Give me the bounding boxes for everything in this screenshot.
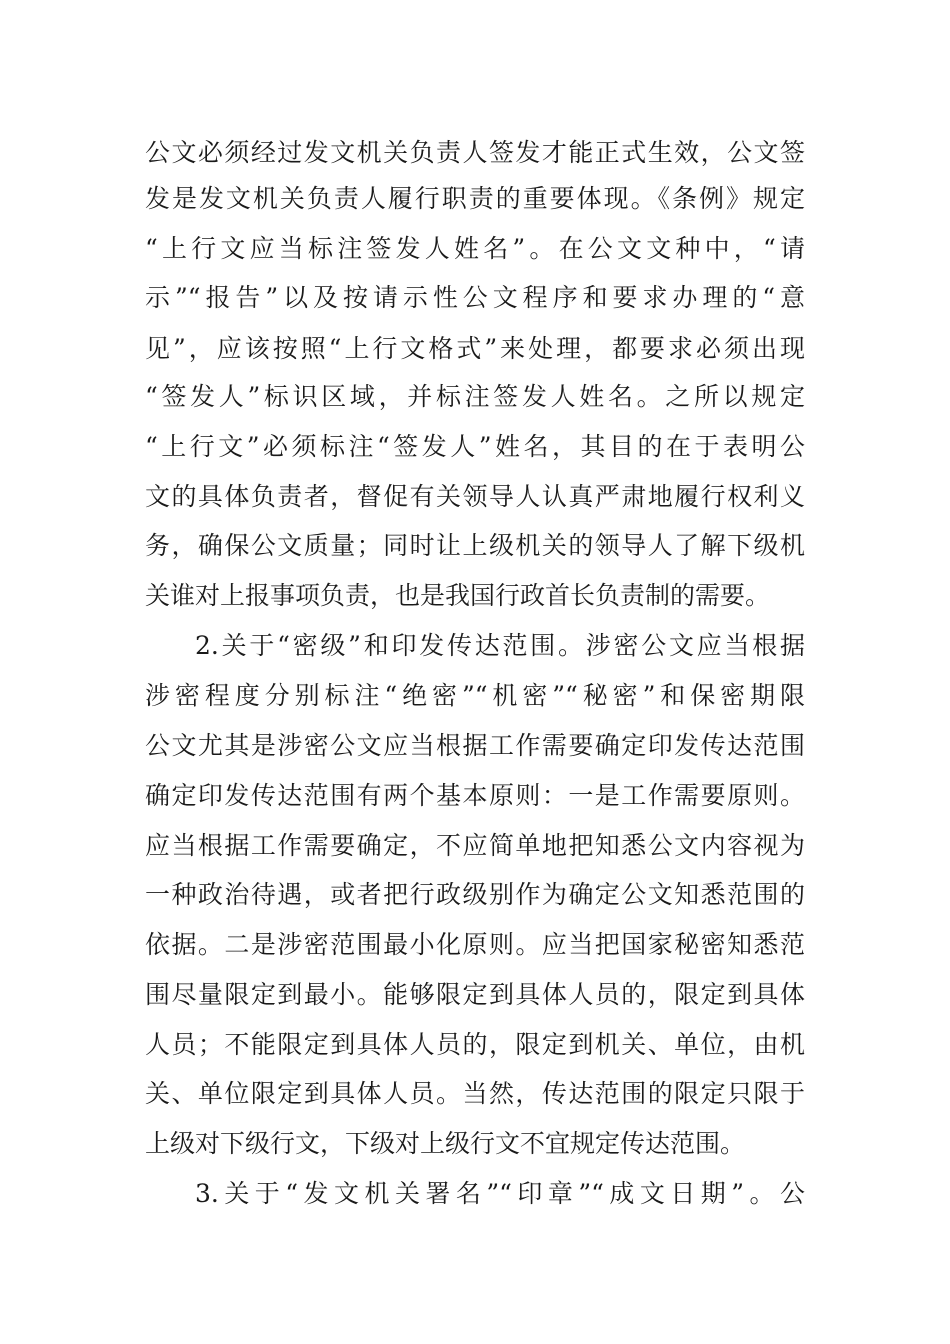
text-line: 发是发文机关负责人履行职责的重要体现。《条例》规定 bbox=[145, 184, 805, 213]
text-line: 人员；不能限定到具体人员的，限定到机关、单位，由机 bbox=[145, 1030, 805, 1059]
text-line: 关、单位限定到具体人员。当然，传达范围的限定只限于 bbox=[145, 1079, 805, 1108]
text-line: 一种政治待遇，或者把行政级别作为确定公文知悉范围的 bbox=[145, 880, 805, 909]
text-line: “签发人”标识区域，并标注签发人姓名。之所以规定 bbox=[145, 382, 805, 411]
text-line: 3.关于“发文机关署名”“印章”“成文日期”。公 bbox=[195, 1179, 805, 1208]
text-line: “上行文应当标注签发人姓名”。在公文文种中，“请 bbox=[145, 234, 805, 263]
text-line: 文的具体负责者，督促有关领导人认真严肃地履行权利义 bbox=[145, 482, 805, 511]
text-line: 关谁对上报事项负责，也是我国行政首长负责制的需要。 bbox=[145, 581, 771, 610]
text-line: 示”“报告”以及按请示性公文程序和要求办理的“意 bbox=[145, 283, 805, 312]
text-line: 涉密程度分别标注“绝密”“机密”“秘密”和保密期限 bbox=[145, 681, 805, 710]
text-line: 确定印发传达范围有两个基本原则：一是工作需要原则。 bbox=[145, 781, 805, 810]
text-line: 2.关于“密级”和印发传达范围。涉密公文应当根据 bbox=[195, 631, 805, 660]
text-line: 依据。二是涉密范围最小化原则。应当把国家秘密知悉范 bbox=[145, 930, 805, 959]
text-line: 应当根据工作需要确定，不应简单地把知悉公文内容视为 bbox=[145, 831, 805, 860]
text-line: 围尽量限定到最小。能够限定到具体人员的，限定到具体 bbox=[145, 980, 805, 1009]
text-line: 上级对下级行文，下级对上级行文不宜规定传达范围。 bbox=[145, 1129, 746, 1158]
text-line: “上行文”必须标注“签发人”姓名，其目的在于表明公 bbox=[145, 432, 805, 461]
text-line: 务，确保公文质量；同时让上级机关的领导人了解下级机 bbox=[145, 531, 805, 560]
text-line: 公文尤其是涉密公文应当根据工作需要确定印发传达范围 bbox=[145, 731, 805, 760]
text-line: 见”，应该按照“上行文格式”来处理，都要求必须出现 bbox=[145, 334, 805, 363]
text-line: 公文必须经过发文机关负责人签发才能正式生效，公文签 bbox=[145, 138, 805, 167]
